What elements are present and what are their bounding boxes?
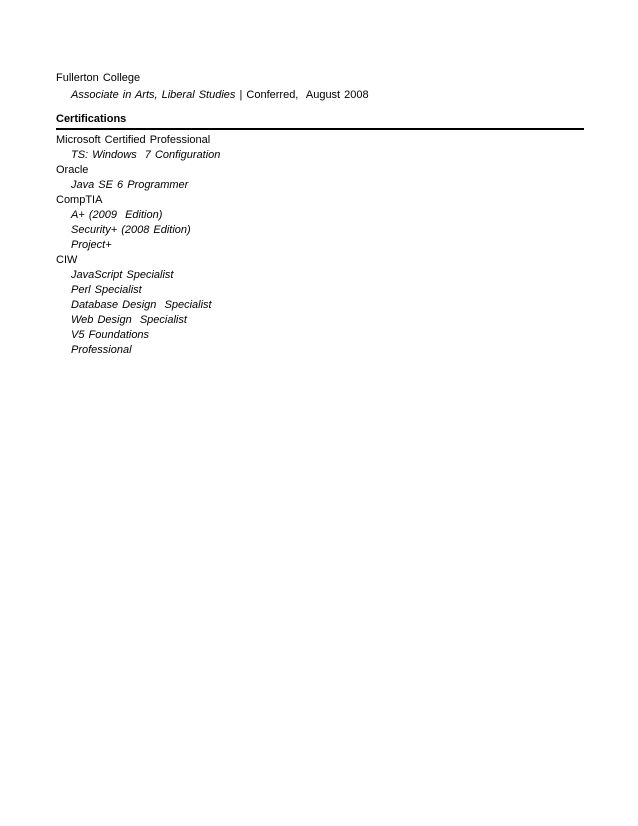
resume-content [56,71,584,358]
cert-item: A+ (2009 Edition) [71,209,163,221]
cert-item: V5 Foundations [71,329,150,341]
cert-item: Project+ [71,239,112,251]
degree-title: Associate in Arts, Liberal Studies [71,89,236,101]
cert-item: Professional [71,344,132,356]
cert-issuer-oracle: Oracle [56,164,89,176]
cert-item: Database Design Specialist [71,299,212,311]
cert-item: Perl Specialist [71,284,142,296]
cert-issuer-ciw: CIW [56,254,78,266]
cert-item: TS: Windows 7 Configuration [71,149,221,161]
degree-line [56,88,584,103]
school-name: Fullerton College [56,72,141,84]
cert-item: Java SE 6 Programmer [71,179,189,191]
cert-issuer-microsoft: Microsoft Certified Professional [56,134,211,146]
degree-conferred: Conferred, August 2008 [246,89,369,101]
certifications-list [56,133,584,358]
certifications-heading: Certifications [56,112,584,130]
cert-item: Web Design Specialist [71,314,187,326]
cert-item: JavaScript Specialist [71,269,174,281]
degree-separator: | [235,89,247,101]
cert-item: Security+ (2008 Edition) [71,224,191,236]
cert-issuer-comptia: CompTIA [56,194,103,206]
